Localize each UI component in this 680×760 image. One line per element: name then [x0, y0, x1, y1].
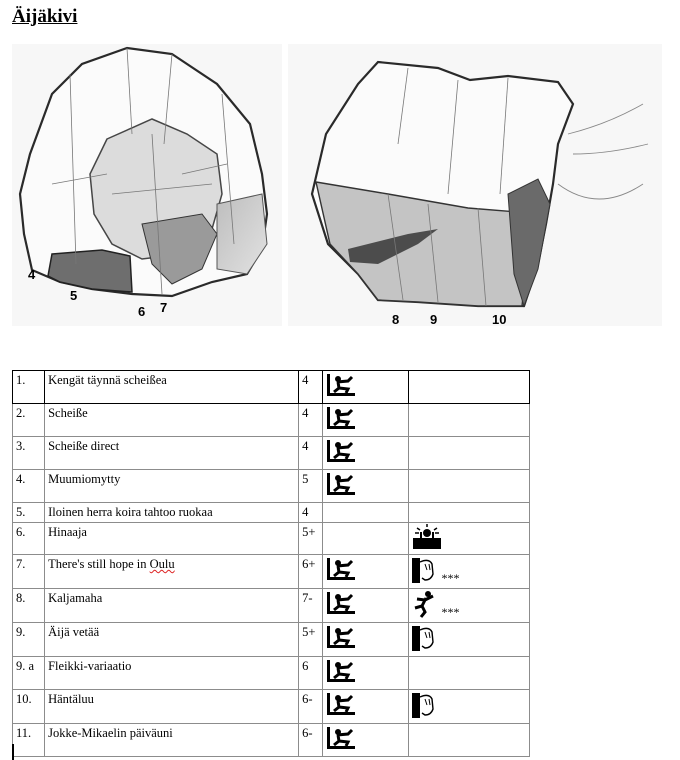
route-name	[45, 555, 299, 589]
route-number: 7.	[13, 555, 45, 589]
rating-stars: ***	[441, 571, 460, 585]
sit-start-icon	[326, 692, 356, 720]
route-name-text: Iloinen herra koira tahtoo ruokaa	[48, 505, 213, 519]
table-row	[13, 724, 530, 757]
route-style	[323, 555, 409, 589]
route-grade: 5	[299, 470, 323, 503]
route-extra	[409, 555, 530, 589]
route-name	[45, 503, 299, 523]
route-name-text: Scheiße direct	[48, 439, 120, 453]
route-name	[45, 404, 299, 437]
route-number: 9.	[13, 623, 45, 657]
figure-label-6: 6	[138, 304, 146, 319]
spellcheck-word: Oulu	[149, 557, 175, 571]
route-name-text: Jokke-Mikaelin päiväuni	[48, 726, 173, 740]
route-extra	[409, 371, 530, 404]
route-style	[323, 437, 409, 470]
route-number: 10.	[13, 690, 45, 724]
figure-label-8: 8	[392, 312, 400, 326]
route-name	[45, 657, 299, 690]
table-row	[13, 657, 530, 690]
route-extra	[409, 724, 530, 757]
route-name	[45, 470, 299, 503]
crimp-hold-icon	[411, 691, 437, 723]
route-number: 3.	[13, 437, 45, 470]
route-grade: 5+	[299, 523, 323, 555]
sit-start-icon	[326, 625, 356, 653]
route-number: 2.	[13, 404, 45, 437]
route-number: 1.	[13, 371, 45, 404]
route-extra	[409, 404, 530, 437]
route-name-text: Scheiße	[48, 406, 88, 420]
route-extra	[409, 657, 530, 690]
sit-start-icon	[326, 406, 356, 434]
mantle-topout-icon	[411, 524, 445, 554]
route-style	[323, 690, 409, 724]
route-style	[323, 657, 409, 690]
route-extra	[409, 470, 530, 503]
crimp-hold-icon	[411, 556, 437, 588]
route-grade: 6+	[299, 555, 323, 589]
figure-label-4: 4	[28, 267, 36, 282]
table-row	[13, 690, 530, 724]
table-row	[13, 623, 530, 657]
route-grade: 4	[299, 371, 323, 404]
table-row	[13, 503, 530, 523]
route-grade: 6-	[299, 690, 323, 724]
route-extra	[409, 690, 530, 724]
route-extra	[409, 503, 530, 523]
route-name-text: Äijä vetää	[48, 625, 100, 639]
table-row	[13, 371, 530, 404]
route-number: 8.	[13, 589, 45, 623]
boulder-drawing-left	[12, 44, 282, 326]
route-number: 11.	[13, 724, 45, 757]
route-number: 9. a	[13, 657, 45, 690]
boulder-drawing-right	[288, 44, 662, 326]
route-name	[45, 690, 299, 724]
route-name	[45, 437, 299, 470]
table-row	[13, 404, 530, 437]
route-number: 5.	[13, 503, 45, 523]
sit-start-icon	[326, 439, 356, 467]
table-row	[13, 555, 530, 589]
table-row	[13, 523, 530, 555]
route-name	[45, 523, 299, 555]
route-name-text: Muumiomytty	[48, 472, 121, 486]
route-style	[323, 470, 409, 503]
table-row	[13, 437, 530, 470]
figure-label-9: 9	[430, 312, 438, 326]
route-extra	[409, 623, 530, 657]
page-title: Äijäkivi	[12, 6, 78, 27]
sit-start-icon	[326, 472, 356, 500]
route-grade: 6-	[299, 724, 323, 757]
table-row	[13, 589, 530, 623]
route-style	[323, 589, 409, 623]
route-grade: 7-	[299, 589, 323, 623]
sit-start-icon	[326, 726, 356, 754]
sit-start-icon	[326, 659, 356, 687]
route-name-text: Hinaaja	[48, 525, 87, 539]
sit-start-icon	[326, 557, 356, 585]
route-grade: 5+	[299, 623, 323, 657]
figure-label-10: 10	[492, 312, 507, 326]
route-table	[12, 370, 530, 757]
route-extra	[409, 523, 530, 555]
route-extra	[409, 589, 530, 623]
figure-label-7: 7	[160, 300, 168, 315]
sit-start-icon	[326, 373, 356, 401]
route-name	[45, 623, 299, 657]
route-name	[45, 724, 299, 757]
route-grade: 4	[299, 404, 323, 437]
route-name-text: Kaljamaha	[48, 591, 103, 605]
figure-label-5: 5	[70, 288, 78, 303]
route-name-text: Fleikki-variaatio	[48, 659, 132, 673]
route-number: 4.	[13, 470, 45, 503]
route-grade: 6	[299, 657, 323, 690]
route-name	[45, 371, 299, 404]
route-grade: 4	[299, 437, 323, 470]
table-row	[13, 470, 530, 503]
route-style	[323, 523, 409, 555]
route-number: 6.	[13, 523, 45, 555]
route-name-text: Häntäluu	[48, 692, 94, 706]
route-name-text: There's still hope in Oulu	[48, 557, 175, 571]
route-name	[45, 589, 299, 623]
rating-stars: ***	[441, 605, 460, 619]
dyno-icon	[411, 590, 437, 622]
crimp-hold-icon	[411, 624, 437, 656]
sit-start-icon	[326, 591, 356, 619]
route-style	[323, 371, 409, 404]
route-grade: 4	[299, 503, 323, 523]
route-style	[323, 724, 409, 757]
route-style	[323, 623, 409, 657]
route-style	[323, 503, 409, 523]
text-cursor	[12, 744, 14, 760]
route-style	[323, 404, 409, 437]
route-name-text: Kengät täynnä scheißea	[48, 373, 167, 387]
route-extra	[409, 437, 530, 470]
